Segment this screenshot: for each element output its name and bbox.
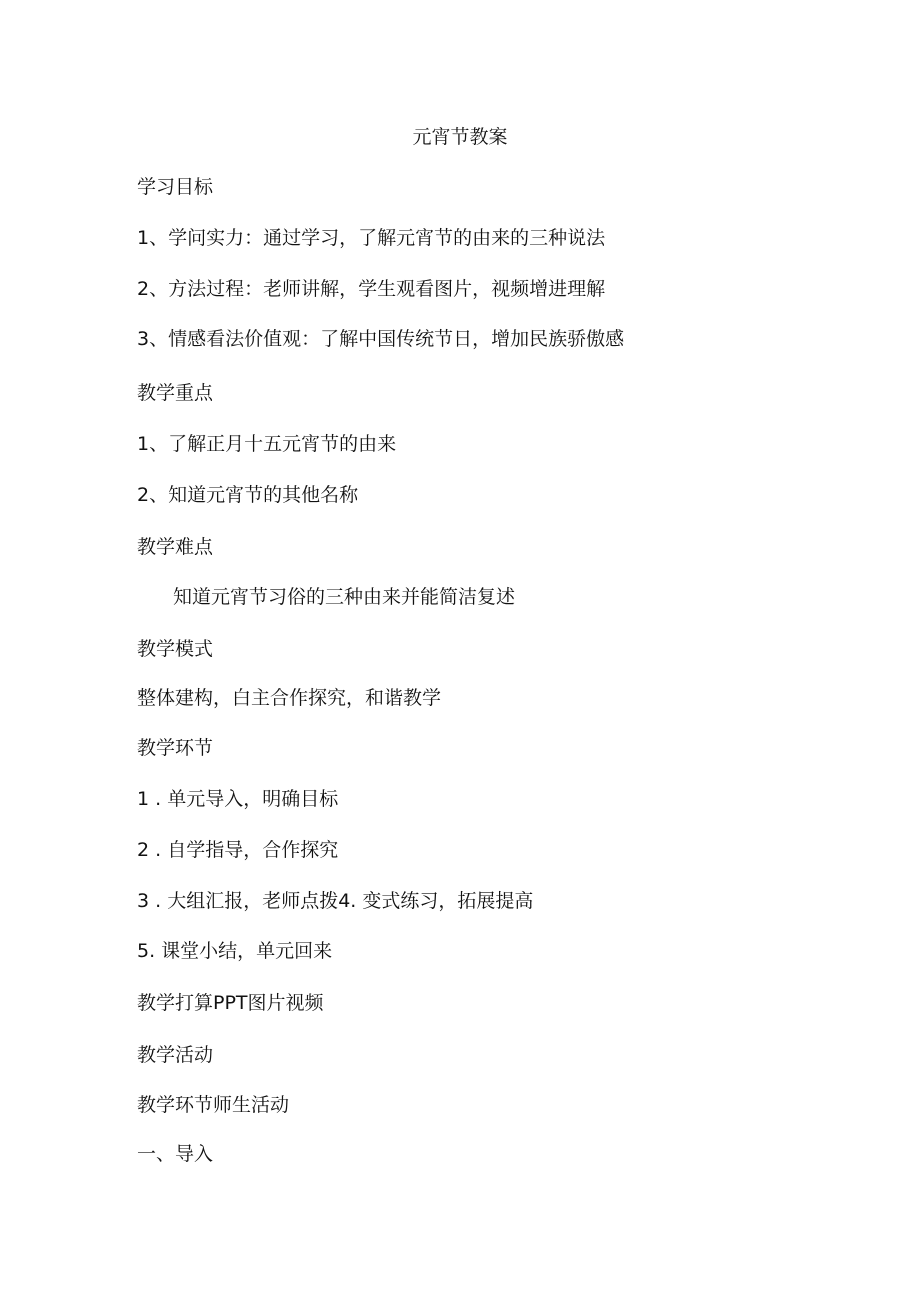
preparation-text: 教学打算PPT图片视频 (137, 992, 324, 1014)
learning-goal-item: 1、学问实力：通过学习，了解元宵节的由来的三种说法 (137, 227, 606, 249)
section-heading-learning-goals: 学习目标 (137, 176, 214, 198)
difficulty-text: 知道元宵节习俗的三种由来并能简洁复述 (173, 586, 516, 608)
section-heading-intro: 一、导入 (137, 1143, 214, 1165)
learning-goal-item: 2、方法过程：老师讲解，学生观看图片，视频增进理解 (137, 278, 606, 300)
step-item: 2 . 自学指导，合作探究 (137, 839, 339, 861)
step-item: 5. 课堂小结，单元回来 (137, 940, 333, 962)
section-heading-mode: 教学模式 (137, 638, 214, 660)
activities-columns: 教学环节师生活动 (137, 1094, 290, 1116)
learning-goal-item: 3、情感看法价值观：了解中国传统节日，增加民族骄傲感 (137, 328, 625, 350)
mode-text: 整体建构，白主合作探究，和谐教学 (137, 687, 442, 709)
key-point-item: 1、了解正月十五元宵节的由来 (137, 433, 397, 455)
section-heading-steps: 教学环节 (137, 737, 214, 759)
step-item: 3 . 大组汇报，老师点拨4. 变式练习，拓展提高 (137, 890, 534, 912)
section-heading-difficulties: 教学难点 (137, 536, 214, 558)
section-heading-key-points: 教学重点 (137, 382, 214, 404)
step-item: 1 . 单元导入，明确目标 (137, 788, 339, 810)
document-title: 元宵节教案 (412, 126, 508, 148)
key-point-item: 2、知道元宵节的其他名称 (137, 484, 359, 506)
section-heading-activities: 教学活动 (137, 1044, 214, 1066)
